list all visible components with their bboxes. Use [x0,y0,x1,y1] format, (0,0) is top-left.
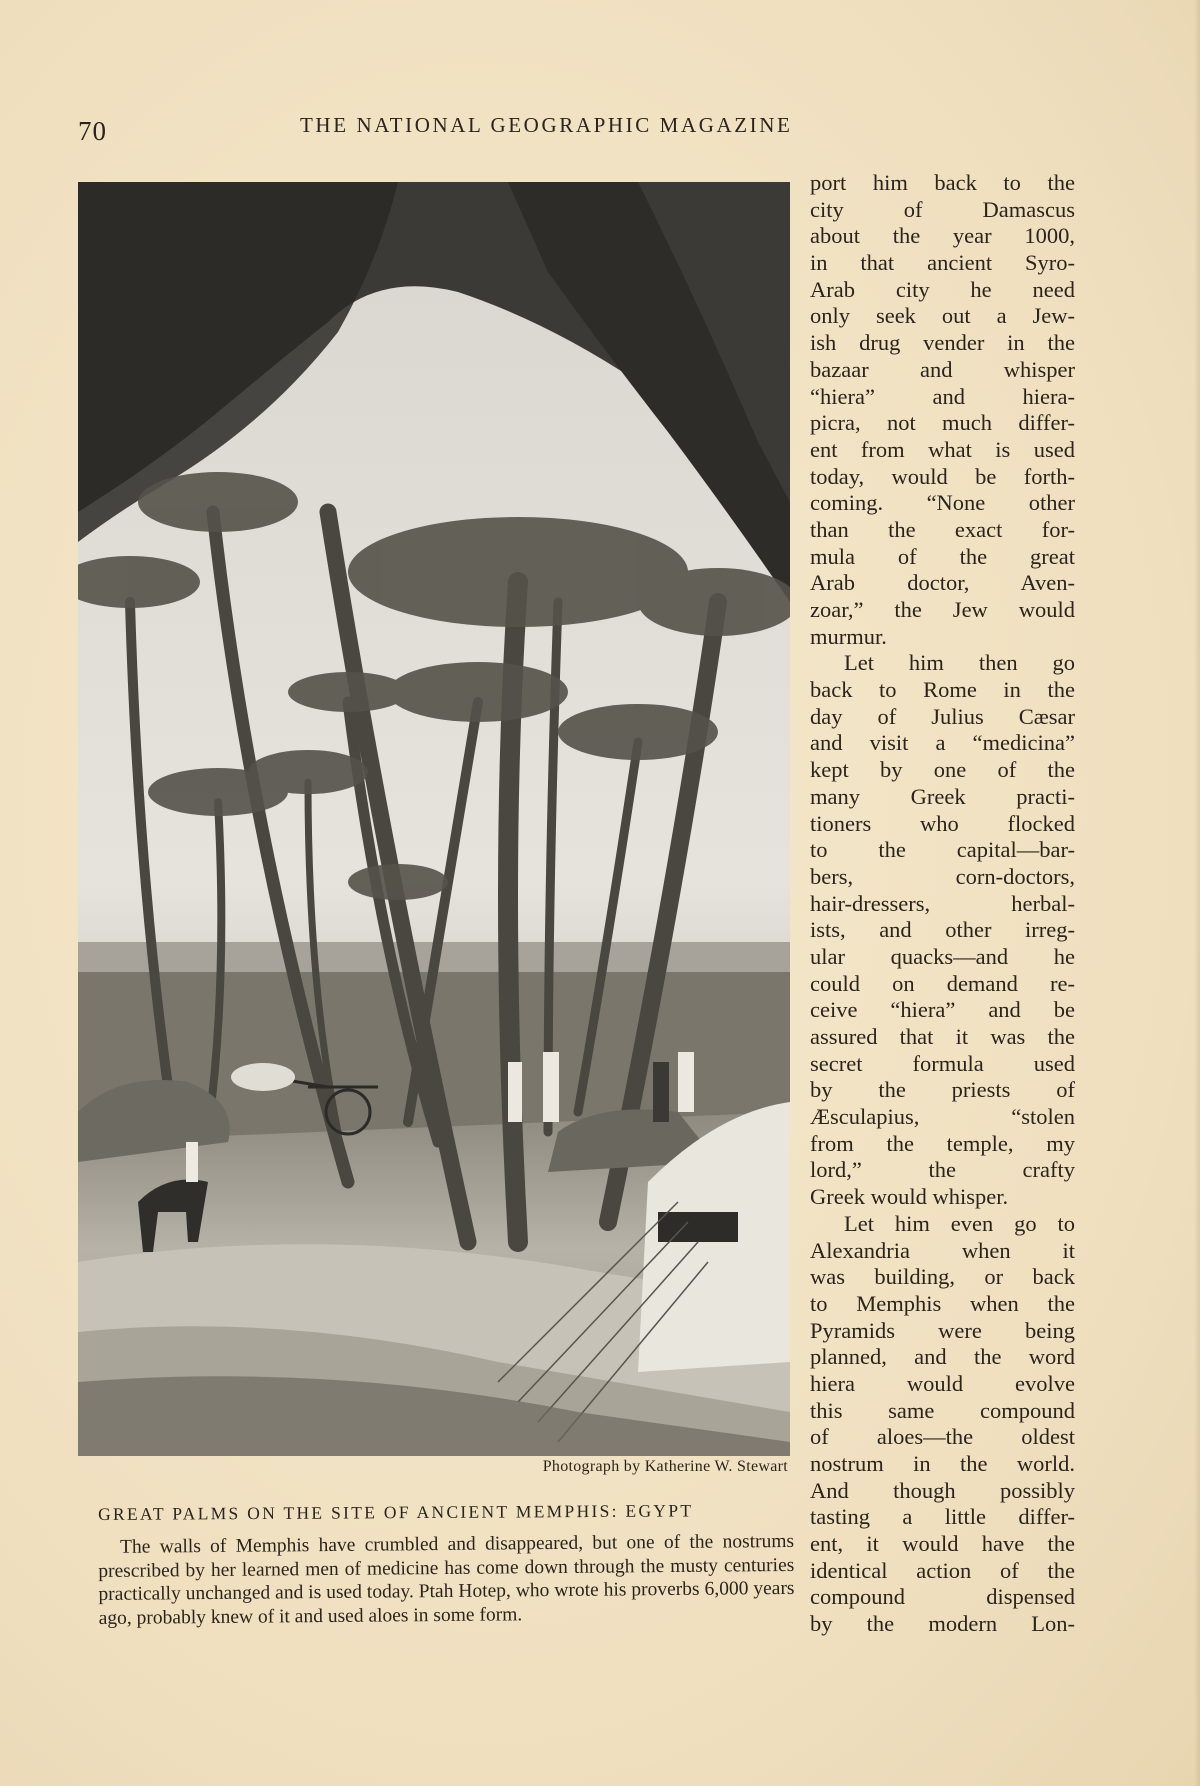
text-line: by the modern Lon- [810,1611,1075,1637]
text-line: kept by one of the [810,757,1075,783]
text-line: “hiera” and hiera- [810,383,1075,409]
photo-title: GREAT PALMS ON THE SITE OF ANCIENT MEMPHIS: EGYPT [98,1500,694,1524]
text-line: Arab doctor, Aven- [810,570,1075,596]
text-line: tasting a little differ- [810,1504,1075,1530]
text-line: and visit a “medicina” [810,730,1075,756]
text-line: ceive “hiera” and be [810,997,1075,1023]
text-line: nostrum in the world. [810,1451,1075,1476]
text-line: planned, and the word [810,1344,1075,1370]
text-line: And though possibly [810,1477,1075,1503]
text-line: back to Rome in the [810,677,1075,703]
page-number: 70 [78,116,107,146]
text-line: ish drug vender in the [810,330,1075,356]
text-line: was building, or back [810,1264,1075,1290]
text-line: lord,” the crafty [810,1157,1075,1183]
text-line: in that ancient Syro- [810,250,1075,276]
text-line: assured that it was the [810,1024,1075,1049]
text-line: many Greek practi- [810,783,1075,809]
text-line: to Memphis when the [810,1290,1075,1316]
text-line: ent from what is used [810,436,1075,462]
text-line: of aloes—the oldest [810,1424,1075,1450]
text-line: picra, not much differ- [810,410,1075,436]
text-line: today, would be forth- [810,463,1075,489]
text-line: murmur. [810,623,887,649]
text-line: from the temple, my [810,1130,1075,1156]
text-line: compound dispensed [810,1584,1075,1610]
palm-grove-photograph [78,182,790,1456]
text-line: only seek out a Jew- [810,303,1075,329]
text-line: zoar,” the Jew would [810,597,1075,622]
text-line: to the capital—bar- [810,837,1075,863]
text-line: port him back to the [810,170,1075,195]
text-line: by the priests of [810,1077,1075,1103]
text-line: ular quacks—and he [810,943,1075,969]
text-line: bazaar and whisper [810,356,1075,382]
text-line: hair-dressers, herbal- [810,890,1075,916]
page-edge-shadow [1194,0,1200,1786]
text-line: coming. “None other [810,490,1075,516]
text-line: could on demand re- [810,970,1075,996]
running-title: THE NATIONAL GEOGRAPHIC MAGAZINE [300,113,793,137]
text-line: bers, corn-doctors, [810,863,1075,889]
text-line: Æsculapius, “stolen [810,1104,1075,1130]
body-text-column [810,170,1075,1638]
text-line: this same compound [810,1397,1075,1423]
text-line: Arab city he need [810,276,1075,302]
text-line: ent, it would have the [810,1531,1075,1557]
text-line: Greek would whisper. [810,1184,1009,1210]
photo-illustration [78,182,790,1456]
text-line: mula of the great [810,543,1075,569]
text-line: than the exact for- [810,516,1075,542]
text-line: Let him even go to [844,1210,1075,1236]
text-line: city of Damascus [810,196,1075,222]
text-line: Let him then go [844,650,1075,676]
text-line: identical action of the [810,1557,1075,1583]
text-line: secret formula used [810,1050,1075,1076]
text-line: Pyramids were being [810,1317,1075,1343]
photo-credit: Photograph by Katherine W. Stewart [542,1458,788,1475]
text-line: Alexandria when it [810,1237,1075,1263]
text-line: hiera would evolve [810,1370,1075,1396]
text-line: ists, and other irreg- [810,917,1075,943]
text-line: tioners who flocked [810,810,1075,836]
text-line: about the year 1000, [810,223,1075,249]
photo-caption: The walls of Memphis have crumbled and disappeared, but one of the nostrums prescribed by her learned men of medicine has come down through the musty centuries practically unchanged and is used today. Ptah Hotep, who wrote his proverbs 6,000 years ago, probably knew of it and used aloes in some form. [98,1530,795,1629]
text-line: day of Julius Cæsar [810,703,1075,729]
